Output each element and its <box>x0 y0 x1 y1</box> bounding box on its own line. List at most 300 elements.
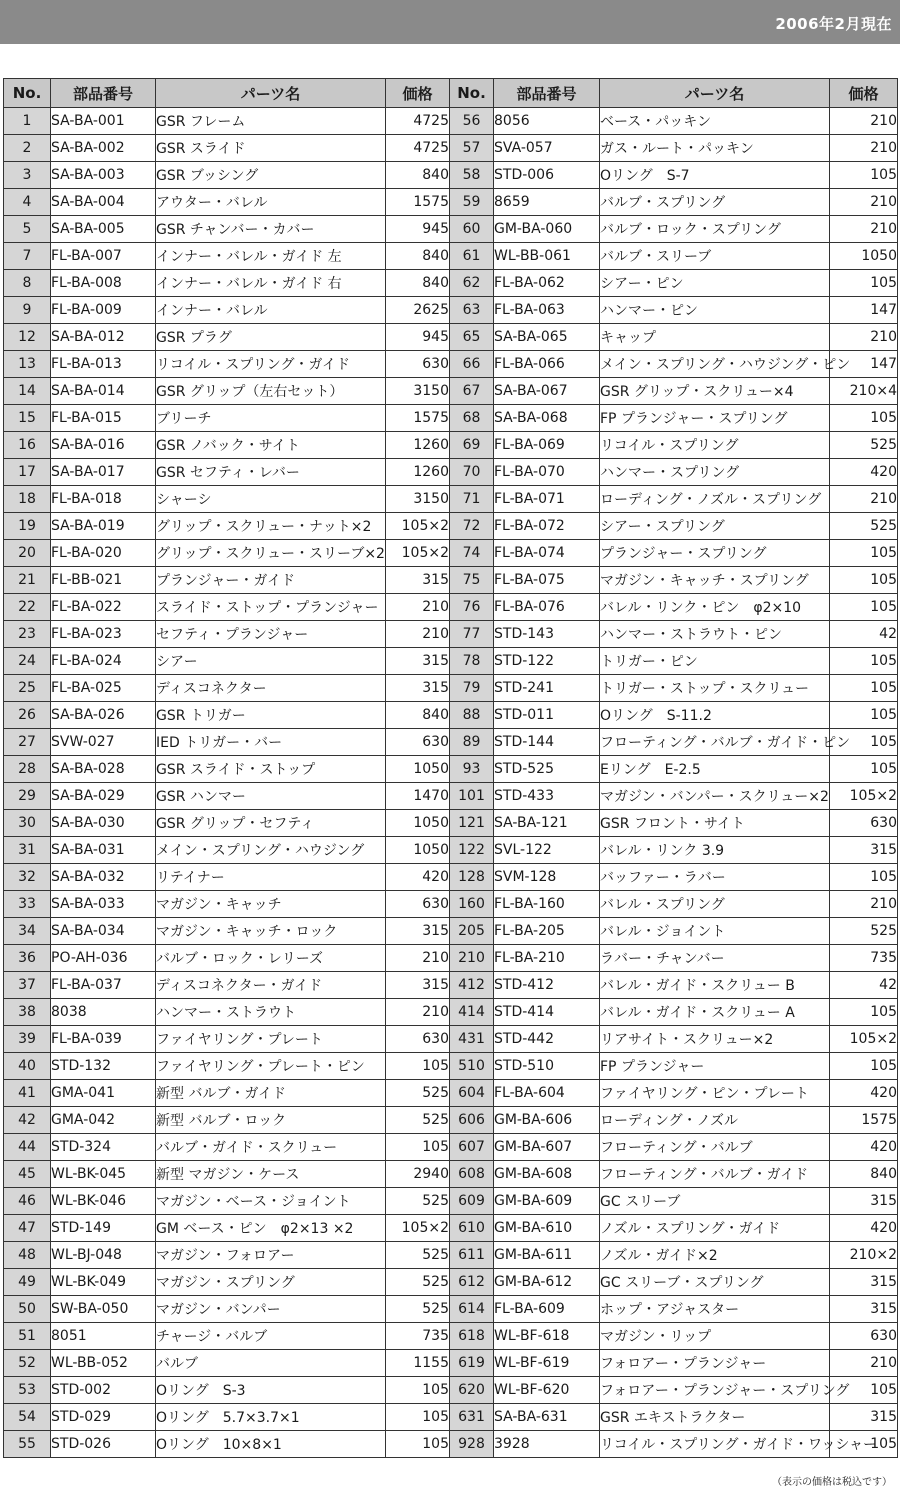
price: 147 <box>830 351 898 378</box>
price: 630 <box>830 810 898 837</box>
price: 210 <box>830 324 898 351</box>
item-no: 14 <box>4 378 51 405</box>
price: 105×2 <box>386 513 450 540</box>
price: 105 <box>830 756 898 783</box>
part-name: インナー・バレル <box>156 297 386 324</box>
part-number: SA-BA-026 <box>51 702 156 729</box>
part-number: FL-BA-037 <box>51 972 156 999</box>
item-no: 57 <box>450 135 494 162</box>
part-name: GSR グリップ・スクリュー×4 <box>600 378 830 405</box>
part-number: STD-002 <box>51 1377 156 1404</box>
table-row <box>4 1296 898 1323</box>
part-name: GM ベース・ピン φ2×13 ×2 <box>156 1215 386 1242</box>
part-number: SA-BA-030 <box>51 810 156 837</box>
price: 630 <box>386 891 450 918</box>
part-name: マガジン・キャッチ・スプリング <box>600 567 830 594</box>
part-name: ノズル・スプリング・ガイド <box>600 1215 830 1242</box>
price: 525 <box>830 432 898 459</box>
part-name: トリガー・ピン <box>600 648 830 675</box>
header-no: No. <box>4 79 51 108</box>
part-name: GSR プラグ <box>156 324 386 351</box>
table-row <box>4 1323 898 1350</box>
item-no: 53 <box>4 1377 51 1404</box>
part-number: SW-BA-050 <box>51 1296 156 1323</box>
price: 315 <box>386 675 450 702</box>
part-number: FL-BA-020 <box>51 540 156 567</box>
table-row <box>4 324 898 351</box>
table-row <box>4 1269 898 1296</box>
item-no: 4 <box>4 189 51 216</box>
item-no: 49 <box>4 1269 51 1296</box>
item-no: 33 <box>4 891 51 918</box>
item-no: 62 <box>450 270 494 297</box>
part-number: FL-BA-018 <box>51 486 156 513</box>
price: 105×2 <box>386 1215 450 1242</box>
table-row <box>4 648 898 675</box>
item-no: 71 <box>450 486 494 513</box>
price: 630 <box>386 729 450 756</box>
price: 105 <box>830 675 898 702</box>
part-name: メイン・スプリング・ハウジング・ピン <box>600 351 830 378</box>
price: 210 <box>830 891 898 918</box>
price: 42 <box>830 972 898 999</box>
part-name: ホップ・アジャスター <box>600 1296 830 1323</box>
part-name: プランジャー・ガイド <box>156 567 386 594</box>
price: 315 <box>386 648 450 675</box>
part-number: STD-241 <box>494 675 600 702</box>
item-no: 63 <box>450 297 494 324</box>
part-name: ファイヤリング・プレート・ピン <box>156 1053 386 1080</box>
item-no: 510 <box>450 1053 494 1080</box>
table-row <box>4 432 898 459</box>
part-number: SA-BA-003 <box>51 162 156 189</box>
part-name: プランジャー・スプリング <box>600 540 830 567</box>
part-name: シャーシ <box>156 486 386 513</box>
part-number: WL-BJ-048 <box>51 1242 156 1269</box>
table-row <box>4 270 898 297</box>
table-row <box>4 756 898 783</box>
part-number: WL-BF-619 <box>494 1350 600 1377</box>
part-name: GSR セフティ・レバー <box>156 459 386 486</box>
part-number: 8659 <box>494 189 600 216</box>
item-no: 56 <box>450 108 494 135</box>
header-part-name: パーツ名 <box>156 79 386 108</box>
item-no: 121 <box>450 810 494 837</box>
price: 105 <box>830 648 898 675</box>
table-row <box>4 378 898 405</box>
item-no: 1 <box>4 108 51 135</box>
part-number: SA-BA-017 <box>51 459 156 486</box>
part-name: GSR スライド・ストップ <box>156 756 386 783</box>
price: 105 <box>830 567 898 594</box>
table-row <box>4 999 898 1026</box>
part-name: スライド・ストップ・プランジャー <box>156 594 386 621</box>
item-no: 205 <box>450 918 494 945</box>
table-row <box>4 729 898 756</box>
price: 525 <box>386 1080 450 1107</box>
part-name: GC スリーブ <box>600 1188 830 1215</box>
item-no: 611 <box>450 1242 494 1269</box>
part-name: 新型 バルブ・ガイド <box>156 1080 386 1107</box>
item-no: 122 <box>450 837 494 864</box>
part-number: STD-433 <box>494 783 600 810</box>
part-name: Oリング S-11.2 <box>600 702 830 729</box>
part-number: SA-BA-001 <box>51 108 156 135</box>
price: 3150 <box>386 378 450 405</box>
item-no: 30 <box>4 810 51 837</box>
part-number: WL-BF-618 <box>494 1323 600 1350</box>
part-name: 新型 マガジン・ケース <box>156 1161 386 1188</box>
table-row <box>4 1053 898 1080</box>
part-name: ハンマー・スプリング <box>600 459 830 486</box>
part-number: GM-BA-610 <box>494 1215 600 1242</box>
item-no: 20 <box>4 540 51 567</box>
item-no: 101 <box>450 783 494 810</box>
part-name: IED トリガー・バー <box>156 729 386 756</box>
item-no: 75 <box>450 567 494 594</box>
table-row <box>4 1188 898 1215</box>
part-number: FL-BA-160 <box>494 891 600 918</box>
price: 315 <box>386 972 450 999</box>
table-row <box>4 1107 898 1134</box>
price: 1050 <box>386 756 450 783</box>
part-number: 8056 <box>494 108 600 135</box>
part-number: STD-144 <box>494 729 600 756</box>
price: 4725 <box>386 135 450 162</box>
item-no: 45 <box>4 1161 51 1188</box>
item-no: 65 <box>450 324 494 351</box>
price: 105 <box>830 999 898 1026</box>
table-row <box>4 1215 898 1242</box>
part-name: アウター・バレル <box>156 189 386 216</box>
part-number: WL-BB-052 <box>51 1350 156 1377</box>
part-name: Oリング 5.7×3.7×1 <box>156 1404 386 1431</box>
item-no: 7 <box>4 243 51 270</box>
part-name: GSR フレーム <box>156 108 386 135</box>
price: 525 <box>830 513 898 540</box>
item-no: 610 <box>450 1215 494 1242</box>
item-no: 41 <box>4 1080 51 1107</box>
price: 105 <box>386 1134 450 1161</box>
table-row <box>4 972 898 999</box>
price: 1575 <box>386 189 450 216</box>
price: 735 <box>386 1323 450 1350</box>
price: 1470 <box>386 783 450 810</box>
part-name: フローティング・バルブ・ガイド・ピン <box>600 729 830 756</box>
item-no: 77 <box>450 621 494 648</box>
part-name: インナー・バレル・ガイド 左 <box>156 243 386 270</box>
part-number: 8051 <box>51 1323 156 1350</box>
item-no: 27 <box>4 729 51 756</box>
table-row <box>4 351 898 378</box>
item-no: 604 <box>450 1080 494 1107</box>
item-no: 24 <box>4 648 51 675</box>
part-number: WL-BF-620 <box>494 1377 600 1404</box>
part-number: FL-BA-022 <box>51 594 156 621</box>
part-number: STD-029 <box>51 1404 156 1431</box>
item-no: 612 <box>450 1269 494 1296</box>
price: 315 <box>830 1296 898 1323</box>
price: 105×2 <box>386 540 450 567</box>
item-no: 74 <box>450 540 494 567</box>
table-row <box>4 540 898 567</box>
table-row <box>4 918 898 945</box>
part-number: SA-BA-033 <box>51 891 156 918</box>
part-number: GMA-041 <box>51 1080 156 1107</box>
part-name: GSR グリップ・セフティ <box>156 810 386 837</box>
part-number: STD-149 <box>51 1215 156 1242</box>
price: 1050 <box>386 810 450 837</box>
part-name: バルブ・ロック・レリーズ <box>156 945 386 972</box>
price: 1260 <box>386 432 450 459</box>
price: 1155 <box>386 1350 450 1377</box>
item-no: 2 <box>4 135 51 162</box>
part-name: GSR スライド <box>156 135 386 162</box>
item-no: 608 <box>450 1161 494 1188</box>
price: 945 <box>386 324 450 351</box>
part-name: インナー・バレル・ガイド 右 <box>156 270 386 297</box>
price: 105 <box>830 1431 898 1458</box>
price: 420 <box>386 864 450 891</box>
table-row <box>4 864 898 891</box>
item-no: 26 <box>4 702 51 729</box>
price: 840 <box>386 162 450 189</box>
part-number: GM-BA-608 <box>494 1161 600 1188</box>
part-number: STD-414 <box>494 999 600 1026</box>
part-name: GSR グリップ（左右セット） <box>156 378 386 405</box>
price: 315 <box>830 1188 898 1215</box>
item-no: 32 <box>4 864 51 891</box>
part-number: FL-BA-008 <box>51 270 156 297</box>
part-number: SA-BA-002 <box>51 135 156 162</box>
header-price: 価格 <box>386 79 450 108</box>
item-no: 78 <box>450 648 494 675</box>
price: 1050 <box>830 243 898 270</box>
part-name: セフティ・プランジャー <box>156 621 386 648</box>
table-row <box>4 945 898 972</box>
part-name: マガジン・バンパー・スクリュー×2 <box>600 783 830 810</box>
part-name: ファイヤリング・プレート <box>156 1026 386 1053</box>
price: 2940 <box>386 1161 450 1188</box>
part-name: リコイル・スプリング・ガイド・ワッシャー <box>600 1431 830 1458</box>
item-no: 5 <box>4 216 51 243</box>
table-row <box>4 837 898 864</box>
item-no: 31 <box>4 837 51 864</box>
table-row <box>4 1134 898 1161</box>
price: 1575 <box>830 1107 898 1134</box>
table-row <box>4 1161 898 1188</box>
header-part-number: 部品番号 <box>51 79 156 108</box>
as-of-date: 2006年2月現在 <box>775 15 892 33</box>
part-name: ハンマー・ピン <box>600 297 830 324</box>
part-name: GSR エキストラクター <box>600 1404 830 1431</box>
part-number: STD-143 <box>494 621 600 648</box>
part-name: マガジン・キャッチ・ロック <box>156 918 386 945</box>
item-no: 68 <box>450 405 494 432</box>
item-no: 36 <box>4 945 51 972</box>
part-number: STD-442 <box>494 1026 600 1053</box>
table-row <box>4 1377 898 1404</box>
part-number: FL-BA-072 <box>494 513 600 540</box>
part-name: バルブ・スリーブ <box>600 243 830 270</box>
table-row <box>4 162 898 189</box>
price: 105 <box>386 1431 450 1458</box>
part-name: GC スリーブ・スプリング <box>600 1269 830 1296</box>
price: 105 <box>830 540 898 567</box>
part-number: FL-BA-062 <box>494 270 600 297</box>
part-name: Oリング S-3 <box>156 1377 386 1404</box>
table-row <box>4 783 898 810</box>
part-number: STD-006 <box>494 162 600 189</box>
part-name: マガジン・キャッチ <box>156 891 386 918</box>
header-no: No. <box>450 79 494 108</box>
item-no: 51 <box>4 1323 51 1350</box>
price: 420 <box>830 459 898 486</box>
part-name: GSR チャンバー・カバー <box>156 216 386 243</box>
price: 945 <box>386 216 450 243</box>
price: 420 <box>830 1215 898 1242</box>
part-name: フォロアー・プランジャー <box>600 1350 830 1377</box>
part-number: SA-BA-068 <box>494 405 600 432</box>
item-no: 38 <box>4 999 51 1026</box>
item-no: 414 <box>450 999 494 1026</box>
item-no: 59 <box>450 189 494 216</box>
tax-note: （表示の価格は税込です） <box>772 1477 892 1488</box>
item-no: 40 <box>4 1053 51 1080</box>
item-no: 79 <box>450 675 494 702</box>
part-number: SA-BA-019 <box>51 513 156 540</box>
item-no: 70 <box>450 459 494 486</box>
price: 840 <box>386 702 450 729</box>
item-no: 928 <box>450 1431 494 1458</box>
part-number: FL-BA-015 <box>51 405 156 432</box>
item-no: 52 <box>4 1350 51 1377</box>
table-row <box>4 1350 898 1377</box>
item-no: 61 <box>450 243 494 270</box>
part-number: FL-BA-075 <box>494 567 600 594</box>
part-number: SA-BA-032 <box>51 864 156 891</box>
price: 525 <box>386 1188 450 1215</box>
part-number: SA-BA-028 <box>51 756 156 783</box>
part-number: STD-510 <box>494 1053 600 1080</box>
item-no: 28 <box>4 756 51 783</box>
part-name: チャージ・バルブ <box>156 1323 386 1350</box>
item-no: 160 <box>450 891 494 918</box>
part-number: FL-BA-024 <box>51 648 156 675</box>
price: 210 <box>386 945 450 972</box>
price: 420 <box>830 1080 898 1107</box>
price: 210 <box>830 189 898 216</box>
table-row <box>4 405 898 432</box>
price: 105 <box>830 1377 898 1404</box>
part-name: バルブ・ガイド・スクリュー <box>156 1134 386 1161</box>
table-row <box>4 621 898 648</box>
part-number: STD-132 <box>51 1053 156 1080</box>
price: 210×4 <box>830 378 898 405</box>
part-name: ガス・ルート・パッキン <box>600 135 830 162</box>
part-name: FP プランジャー <box>600 1053 830 1080</box>
price: 210 <box>386 594 450 621</box>
part-name: バレル・ガイド・スクリュー A <box>600 999 830 1026</box>
price: 630 <box>830 1323 898 1350</box>
item-no: 55 <box>4 1431 51 1458</box>
table-row <box>4 891 898 918</box>
part-number: FL-BA-071 <box>494 486 600 513</box>
price: 105 <box>830 405 898 432</box>
price: 210 <box>830 486 898 513</box>
price: 105×2 <box>830 1026 898 1053</box>
item-no: 67 <box>450 378 494 405</box>
part-name: GSR ハンマー <box>156 783 386 810</box>
price: 630 <box>386 351 450 378</box>
part-name: マガジン・スプリング <box>156 1269 386 1296</box>
item-no: 18 <box>4 486 51 513</box>
table-row <box>4 1026 898 1053</box>
part-name: ディスコネクター・ガイド <box>156 972 386 999</box>
item-no: 54 <box>4 1404 51 1431</box>
part-name: バレル・スプリング <box>600 891 830 918</box>
item-no: 34 <box>4 918 51 945</box>
part-number: FL-BA-604 <box>494 1080 600 1107</box>
part-number: STD-525 <box>494 756 600 783</box>
part-number: FL-BA-023 <box>51 621 156 648</box>
part-name: フローティング・バルブ・ガイド <box>600 1161 830 1188</box>
price: 105 <box>386 1404 450 1431</box>
price: 210 <box>830 1350 898 1377</box>
part-number: FL-BA-013 <box>51 351 156 378</box>
price: 315 <box>386 918 450 945</box>
item-no: 22 <box>4 594 51 621</box>
price: 525 <box>386 1269 450 1296</box>
price: 525 <box>386 1296 450 1323</box>
part-number: FL-BA-074 <box>494 540 600 567</box>
item-no: 17 <box>4 459 51 486</box>
price: 210 <box>830 135 898 162</box>
part-name: リコイル・スプリング <box>600 432 830 459</box>
part-number: SVL-122 <box>494 837 600 864</box>
part-name: シアー <box>156 648 386 675</box>
item-no: 128 <box>450 864 494 891</box>
part-number: WL-BK-049 <box>51 1269 156 1296</box>
part-name: バレル・ガイド・スクリュー B <box>600 972 830 999</box>
part-name: ローディング・ノズル・スプリング <box>600 486 830 513</box>
price: 735 <box>830 945 898 972</box>
part-name: リコイル・スプリング・ガイド <box>156 351 386 378</box>
item-no: 8 <box>4 270 51 297</box>
part-number: FL-BA-069 <box>494 432 600 459</box>
part-name: キャップ <box>600 324 830 351</box>
table-row <box>4 459 898 486</box>
item-no: 44 <box>4 1134 51 1161</box>
table-row <box>4 216 898 243</box>
part-name: ハンマー・ストラウト・ピン <box>600 621 830 648</box>
price: 420 <box>830 1134 898 1161</box>
part-number: SA-BA-012 <box>51 324 156 351</box>
part-number: FL-BA-009 <box>51 297 156 324</box>
price: 210 <box>830 108 898 135</box>
part-number: GM-BA-611 <box>494 1242 600 1269</box>
item-no: 19 <box>4 513 51 540</box>
part-name: FP プランジャー・スプリング <box>600 405 830 432</box>
part-number: GM-BA-606 <box>494 1107 600 1134</box>
part-name: フォロアー・プランジャー・スプリング <box>600 1377 830 1404</box>
table-row <box>4 1242 898 1269</box>
parts-price-table <box>3 78 898 1458</box>
header-bar <box>0 0 900 44</box>
item-no: 66 <box>450 351 494 378</box>
price: 210 <box>830 216 898 243</box>
part-number: SA-BA-031 <box>51 837 156 864</box>
